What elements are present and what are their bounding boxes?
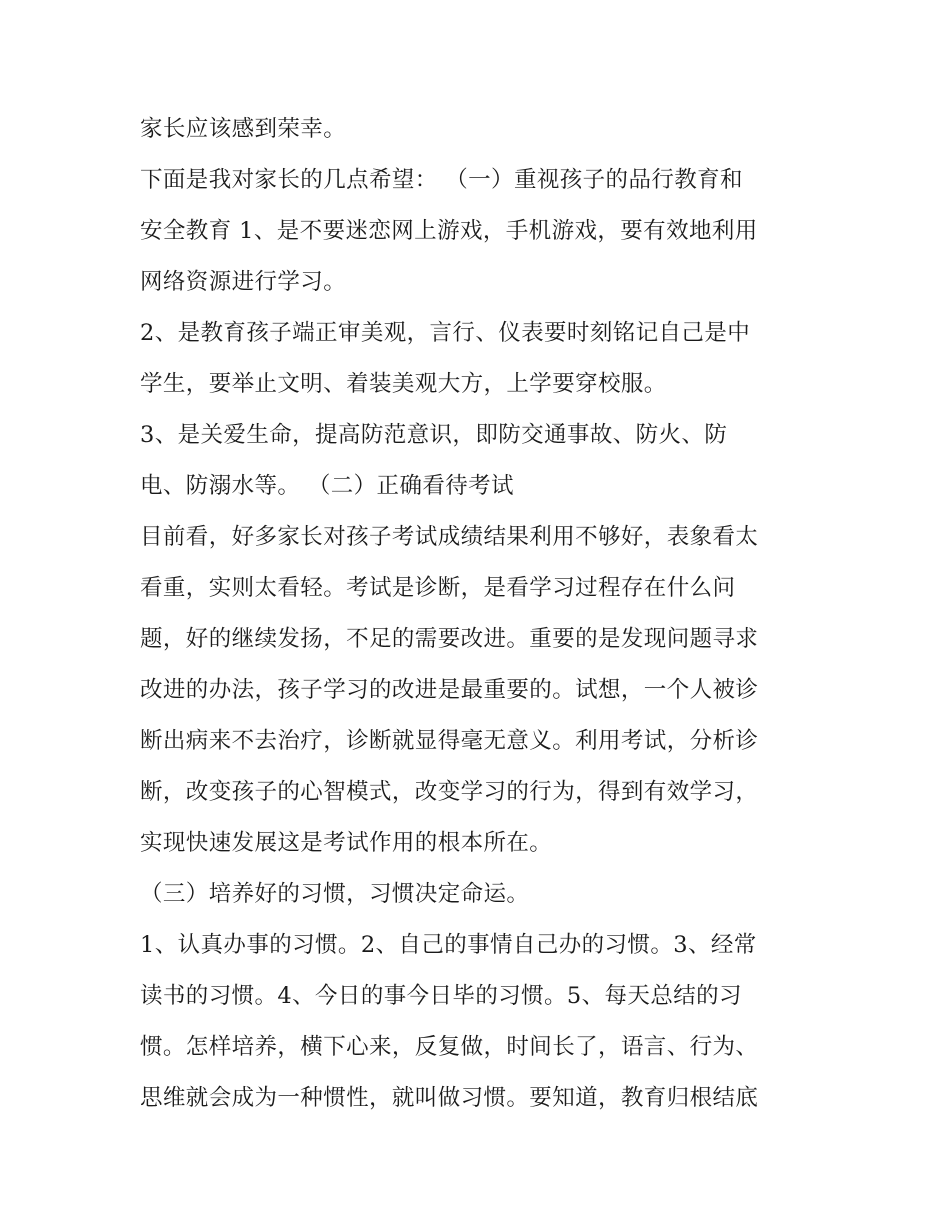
text-line: （三）培养好的习惯，习惯决定命运。: [140, 881, 530, 907]
text-line: 电、防溺水等。 （二）正确看待考试: [140, 473, 514, 499]
text-line: 2、是教育孩子端正审美观，言行、仪表要时刻铭记自己是中: [140, 320, 751, 346]
text-line: 改进的办法，孩子学习的改进是最重要的。试想，一个人被诊: [140, 677, 759, 703]
text-line: 题，好的继续发扬，不足的需要改进。重要的是发现问题寻求: [140, 626, 759, 652]
text-line: 看重，实则太看轻。考试是诊断，是看学习过程存在什么问: [140, 575, 736, 601]
document-body: [140, 104, 820, 1124]
text-line: 3、是关爱生命，提高防范意识，即防交通事故、防火、防: [140, 422, 728, 448]
text-line: 学生，要举止文明、着装美观大方，上学要穿校服。: [140, 371, 667, 397]
text-line: 断出病来不去治疗，诊断就显得毫无意义。利用考试，分析诊: [140, 728, 759, 754]
text-line: 下面是我对家长的几点希望： （一）重视孩子的品行教育和: [140, 167, 743, 193]
text-line: 思维就会成为一种惯性，就叫做习惯。要知道，教育归根结底: [140, 1085, 759, 1111]
text-line: 惯。怎样培养，横下心来，反复做，时间长了，语言、行为、: [140, 1034, 759, 1060]
text-line: 实现快速发展这是考试作用的根本所在。: [140, 830, 553, 856]
text-line: 1、认真办事的习惯。2、自己的事情自己办的习惯。3、经常: [140, 932, 757, 958]
text-line: 安全教育 1、是不要迷恋网上游戏，手机游戏，要有效地利用: [140, 218, 758, 244]
text-line: 网络资源进行学习。: [140, 269, 347, 295]
text-line: 断，改变孩子的心智模式，改变学习的行为，得到有效学习，: [140, 779, 759, 805]
text-line: 读书的习惯。4、今日的事今日毕的习惯。5、每天总结的习: [140, 983, 742, 1009]
text-line: 家长应该感到荣幸。: [140, 116, 347, 142]
text-line: 目前看，好多家长对孩子考试成绩结果利用不够好，表象看太: [140, 524, 759, 550]
